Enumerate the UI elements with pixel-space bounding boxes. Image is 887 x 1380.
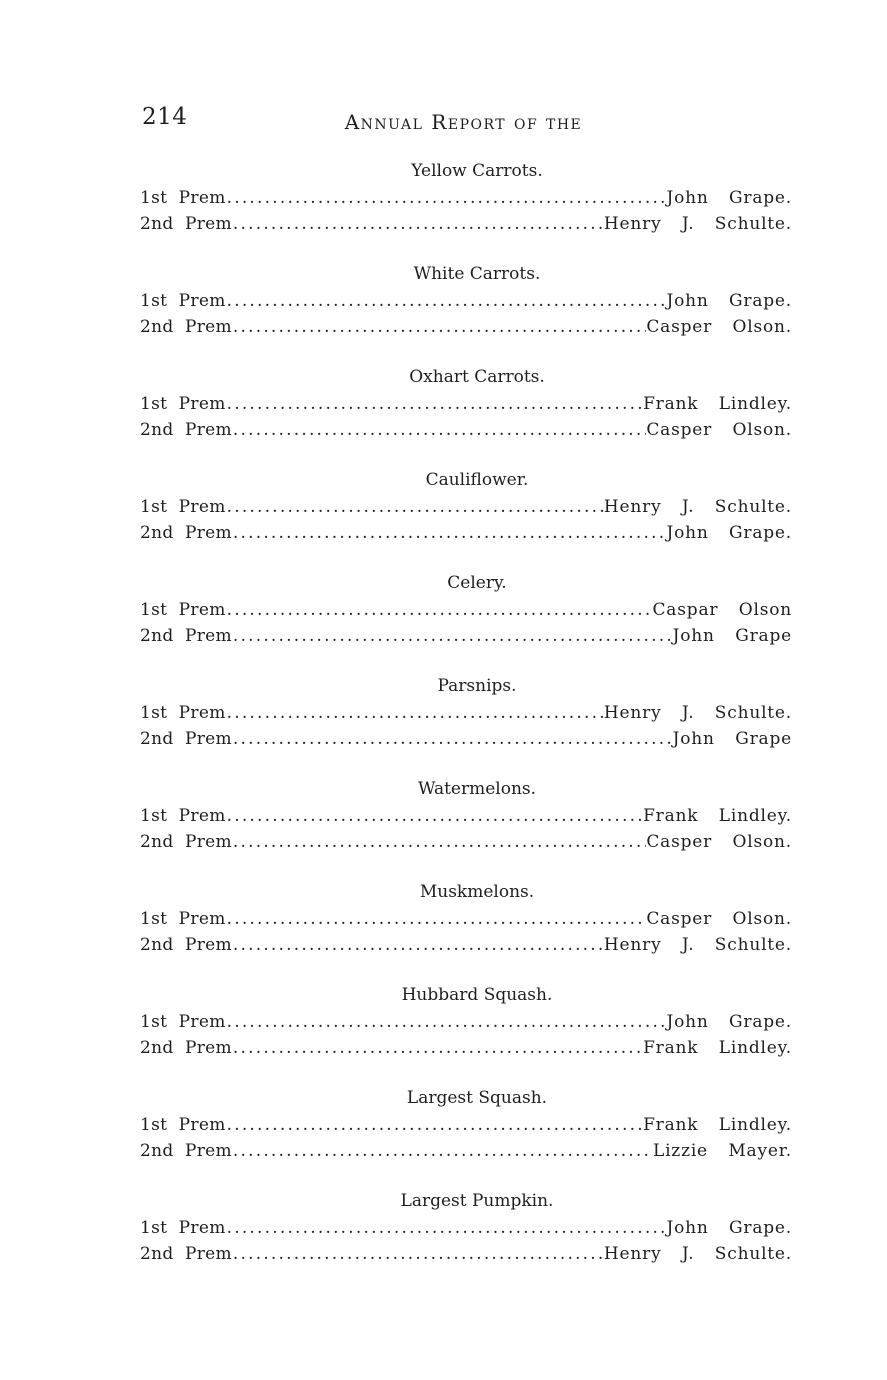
premium-winner: John Grape. <box>666 1012 792 1032</box>
premium-rank: 2nd Prem <box>140 420 232 440</box>
premium-section <box>140 776 792 855</box>
premium-section <box>140 467 792 546</box>
premium-rank: 1st Prem <box>140 1115 226 1135</box>
dot-leader <box>232 1138 653 1164</box>
premium-rank: 1st Prem <box>140 394 226 414</box>
premium-winner: Henry J. Schulte. <box>603 935 792 955</box>
premium-section <box>140 879 792 958</box>
dot-leader <box>226 1009 667 1035</box>
dot-leader <box>232 520 667 546</box>
section-title: Hubbard Squash. <box>401 985 553 1005</box>
premium-entry <box>140 314 792 340</box>
premium-winner: Casper Olson. <box>646 420 792 440</box>
dot-leader <box>226 803 643 829</box>
premium-winner: John Grape. <box>666 523 792 543</box>
premium-rank: 1st Prem <box>140 497 226 517</box>
premium-rank: 2nd Prem <box>140 317 232 337</box>
premium-winner: John Grape <box>672 626 792 646</box>
premium-winner: Henry J. Schulte. <box>603 1244 792 1264</box>
running-head: Annual Report of the <box>344 110 583 134</box>
premium-winner: Caspar Olson <box>652 600 792 620</box>
premium-section <box>140 1085 792 1164</box>
premium-winner: Frank Lindley. <box>643 806 792 826</box>
section-title: Celery. <box>447 573 507 593</box>
premium-rank: 1st Prem <box>140 806 226 826</box>
premium-entry <box>140 211 792 237</box>
premium-entry <box>140 803 792 829</box>
dot-leader <box>232 211 604 237</box>
premium-winner: John Grape. <box>666 188 792 208</box>
section-title: Largest Pumpkin. <box>400 1191 554 1211</box>
premium-rank: 1st Prem <box>140 1218 226 1238</box>
premium-winner: Henry J. Schulte. <box>603 497 792 517</box>
premium-rank: 2nd Prem <box>140 1244 232 1264</box>
premium-entry <box>140 185 792 211</box>
dot-leader <box>226 494 604 520</box>
dot-leader <box>226 185 667 211</box>
dot-leader <box>226 1215 667 1241</box>
dot-leader <box>232 623 673 649</box>
section-title: Oxhart Carrots. <box>409 367 545 387</box>
premium-winner: Casper Olson. <box>646 909 792 929</box>
premium-section <box>140 982 792 1061</box>
premium-rank: 2nd Prem <box>140 1038 232 1058</box>
premium-entry <box>140 906 792 932</box>
premium-rank: 1st Prem <box>140 291 226 311</box>
premium-entry <box>140 623 792 649</box>
premium-winner: Frank Lindley. <box>643 1115 792 1135</box>
premium-rank: 1st Prem <box>140 909 226 929</box>
dot-leader <box>226 597 653 623</box>
dot-leader <box>226 288 667 314</box>
premium-section <box>140 158 792 237</box>
dot-leader <box>232 829 646 855</box>
premium-rank: 1st Prem <box>140 1012 226 1032</box>
section-title: White Carrots. <box>413 264 541 284</box>
premium-rank: 2nd Prem <box>140 523 232 543</box>
section-title: Muskmelons. <box>419 882 535 902</box>
premium-winner: John Grape. <box>666 291 792 311</box>
section-title: Parsnips. <box>437 676 517 696</box>
premium-winner: John Grape. <box>666 1218 792 1238</box>
premium-entry <box>140 700 792 726</box>
premium-rank: 1st Prem <box>140 188 226 208</box>
dot-leader <box>226 391 643 417</box>
premium-section <box>140 570 792 649</box>
premium-entry <box>140 494 792 520</box>
premium-entry <box>140 417 792 443</box>
premium-winner: Frank Lindley. <box>643 1038 792 1058</box>
premium-section <box>140 1188 792 1267</box>
premium-entry <box>140 1112 792 1138</box>
premium-entry <box>140 726 792 752</box>
premium-winner: Frank Lindley. <box>643 394 792 414</box>
dot-leader <box>226 906 647 932</box>
premium-list <box>140 158 792 1291</box>
dot-leader <box>232 726 673 752</box>
page-number: 214 <box>142 104 188 130</box>
section-title: Watermelons. <box>417 779 537 799</box>
premium-rank: 2nd Prem <box>140 1141 232 1161</box>
premium-winner: Henry J. Schulte. <box>603 703 792 723</box>
premium-entry <box>140 1215 792 1241</box>
premium-entry <box>140 829 792 855</box>
premium-entry <box>140 288 792 314</box>
section-title: Yellow Carrots. <box>411 161 543 181</box>
premium-entry <box>140 391 792 417</box>
premium-rank: 2nd Prem <box>140 935 232 955</box>
premium-winner: John Grape <box>672 729 792 749</box>
premium-entry <box>140 1241 792 1267</box>
premium-section <box>140 261 792 340</box>
premium-rank: 2nd Prem <box>140 626 232 646</box>
premium-entry <box>140 1138 792 1164</box>
premium-section <box>140 673 792 752</box>
premium-winner: Lizzie Mayer. <box>652 1141 792 1161</box>
dot-leader <box>232 417 646 443</box>
premium-rank: 2nd Prem <box>140 214 232 234</box>
premium-rank: 2nd Prem <box>140 832 232 852</box>
dot-leader <box>232 932 604 958</box>
premium-entry <box>140 520 792 546</box>
premium-entry <box>140 932 792 958</box>
premium-rank: 1st Prem <box>140 600 226 620</box>
premium-entry <box>140 1009 792 1035</box>
dot-leader <box>232 1241 604 1267</box>
dot-leader <box>226 700 604 726</box>
premium-section <box>140 364 792 443</box>
premium-entry <box>140 1035 792 1061</box>
premium-rank: 2nd Prem <box>140 729 232 749</box>
premium-winner: Casper Olson. <box>646 832 792 852</box>
dot-leader <box>226 1112 643 1138</box>
premium-entry <box>140 597 792 623</box>
dot-leader <box>232 1035 643 1061</box>
dot-leader <box>232 314 646 340</box>
premium-winner: Casper Olson. <box>646 317 792 337</box>
premium-winner: Henry J. Schulte. <box>603 214 792 234</box>
premium-rank: 1st Prem <box>140 703 226 723</box>
section-title: Cauliflower. <box>425 470 529 490</box>
section-title: Largest Squash. <box>406 1088 548 1108</box>
